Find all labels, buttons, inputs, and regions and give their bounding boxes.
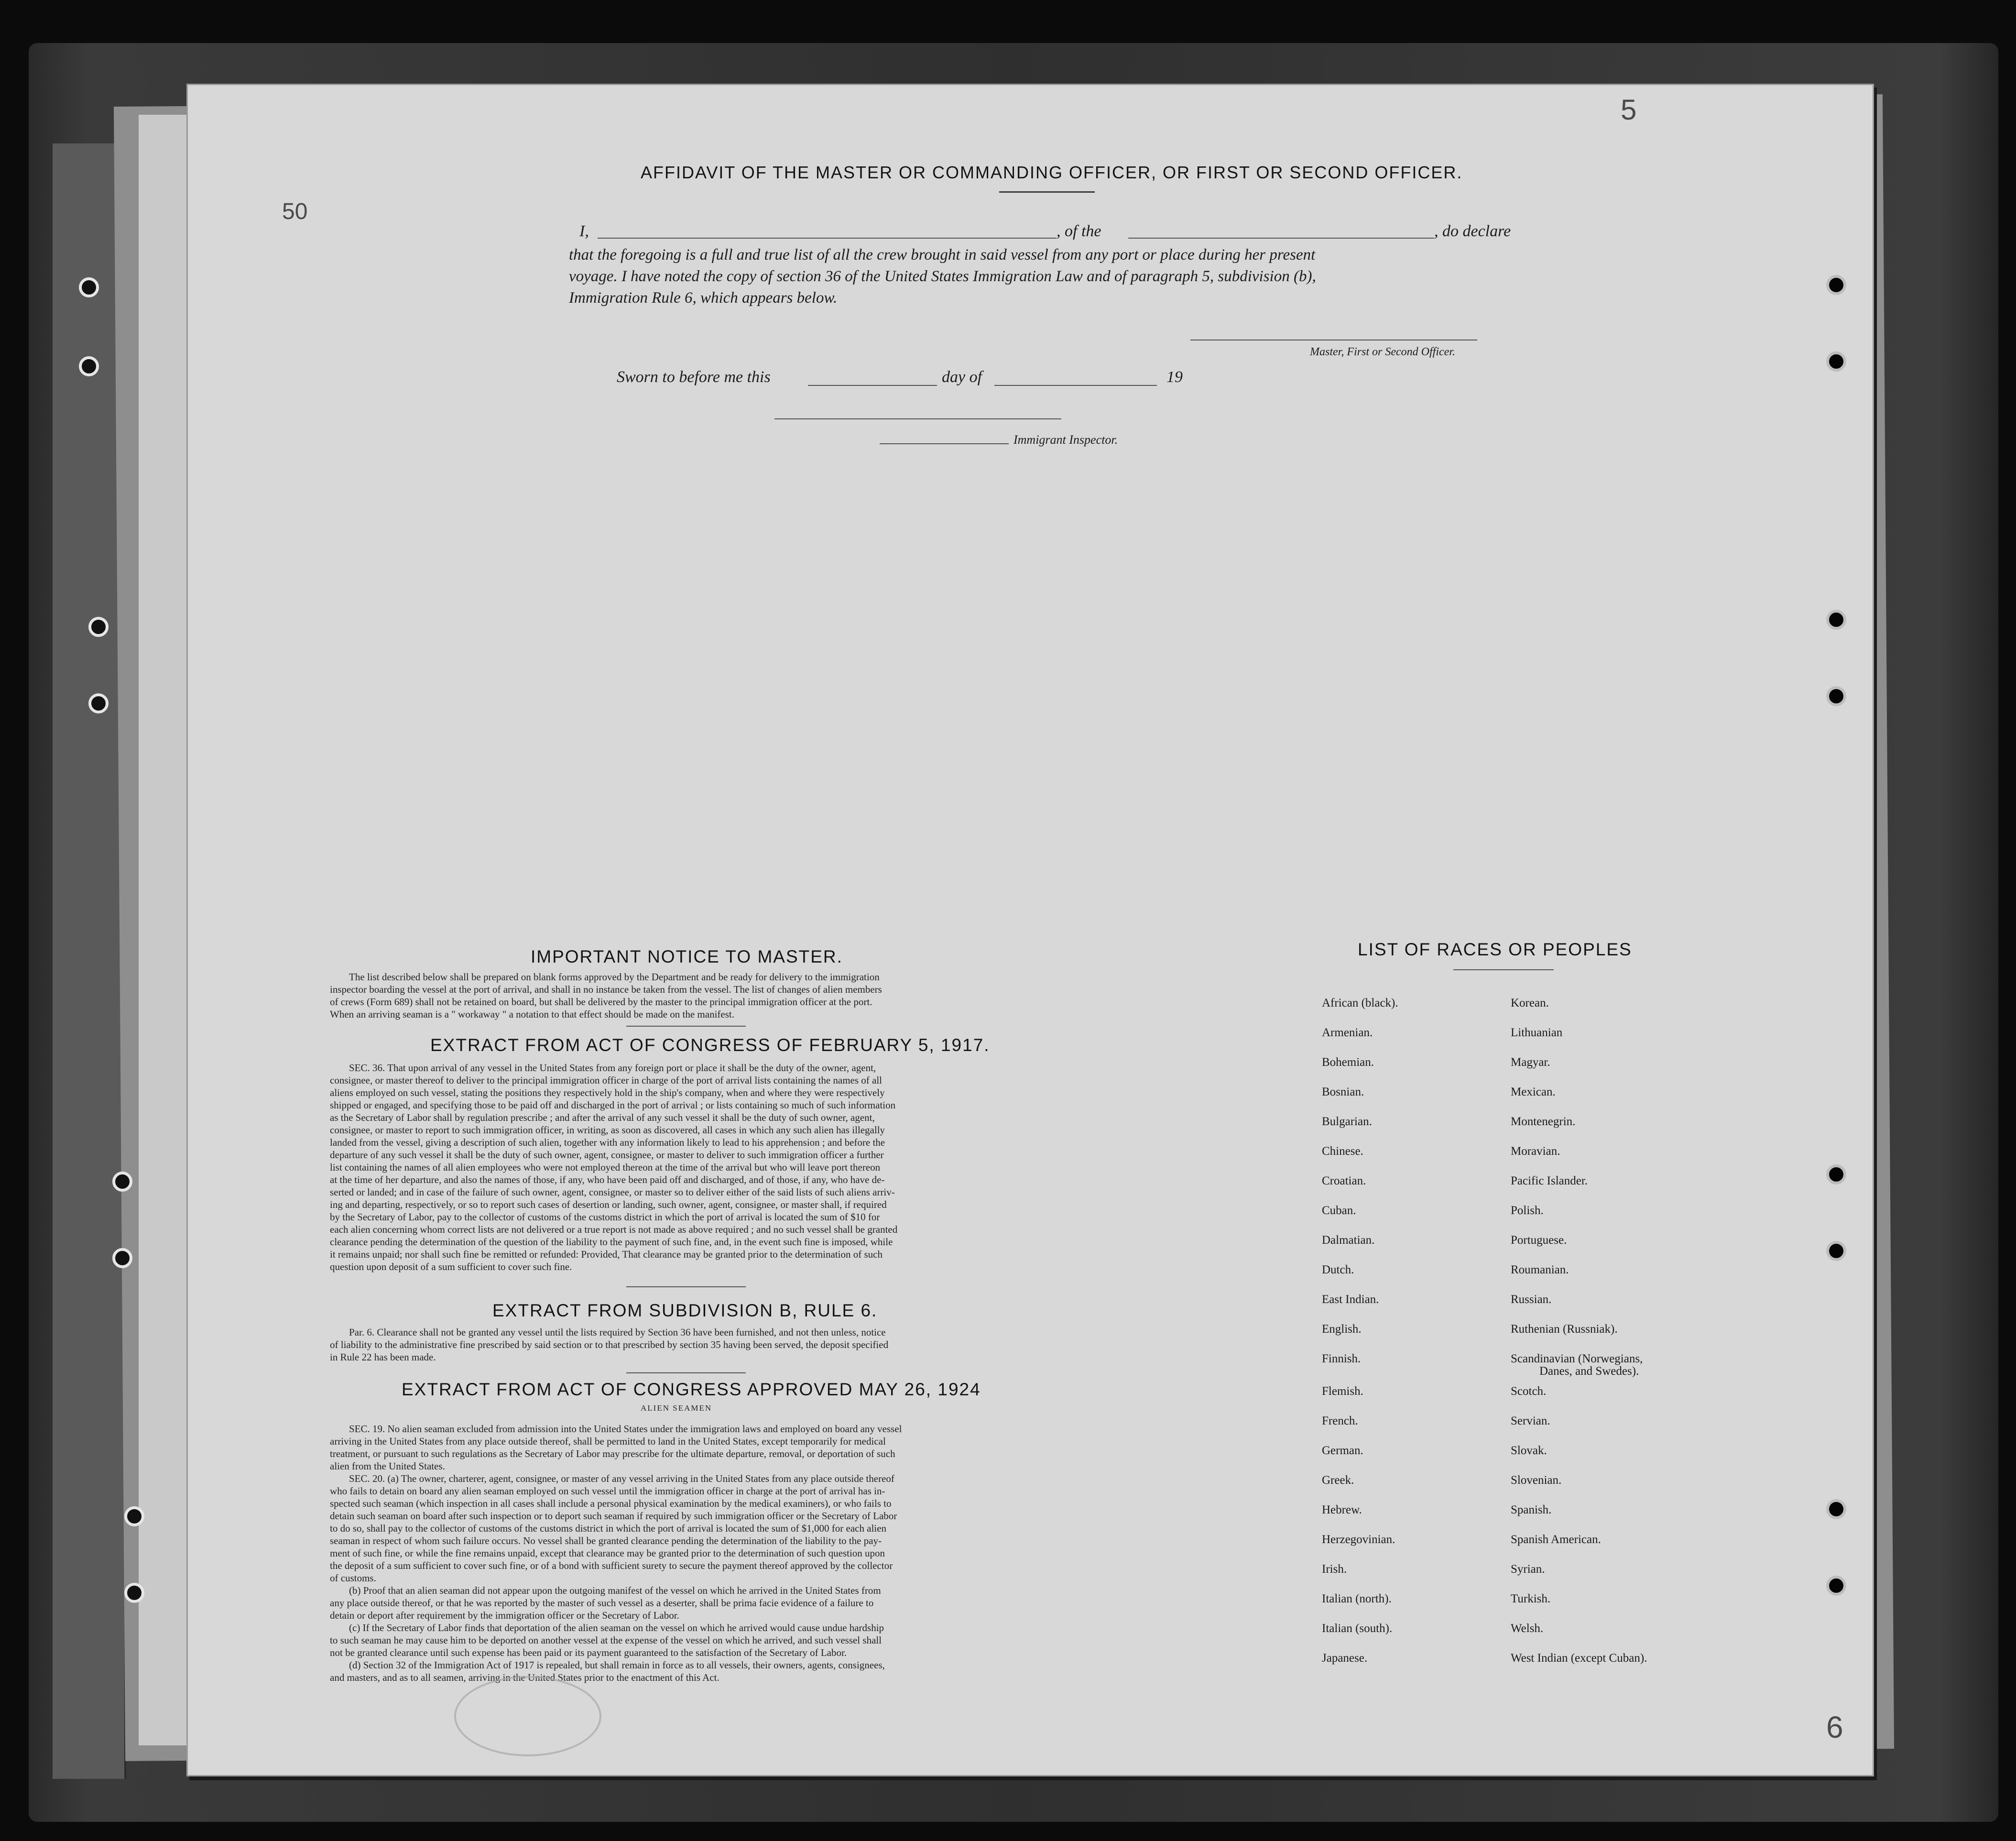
handwritten-number-top-left: 50 — [282, 199, 308, 224]
race-item: English. — [1322, 1323, 1362, 1336]
race-item: Bosnian. — [1322, 1085, 1364, 1098]
races-column-2 — [1511, 997, 1647, 1682]
binder-hole — [112, 1248, 132, 1268]
binder-hole — [124, 1583, 144, 1603]
race-item: Mexican. — [1511, 1085, 1556, 1098]
race-item: Welsh. — [1511, 1622, 1544, 1635]
race-item: Scotch. — [1511, 1385, 1547, 1398]
race-item: Montenegrin. — [1511, 1115, 1576, 1128]
race-item: Moravian. — [1511, 1145, 1560, 1158]
extract-1917-title: EXTRACT FROM ACT OF CONGRESS OF FEBRUARY 5, 1917. — [430, 1035, 990, 1055]
extract-1924-title: EXTRACT FROM ACT OF CONGRESS APPROVED MAY 26, 1924 — [402, 1380, 981, 1399]
day-blank — [808, 385, 937, 386]
race-item: German. — [1322, 1444, 1363, 1457]
extract-1924-subtitle: ALIEN SEAMEN — [641, 1403, 712, 1413]
punch-hole — [1826, 610, 1846, 630]
section-divider — [626, 1372, 746, 1373]
race-item: Turkish. — [1511, 1592, 1551, 1605]
inspector-signature-line-2 — [880, 443, 1009, 444]
race-item: Bulgarian. — [1322, 1115, 1372, 1128]
affidavit-do-declare: , do declare — [1434, 222, 1511, 240]
race-item: Slovak. — [1511, 1444, 1547, 1457]
binder-hole — [88, 693, 109, 713]
race-item-multiline — [1511, 1353, 1647, 1385]
race-item: Spanish American. — [1511, 1533, 1601, 1546]
race-item: Cuban. — [1322, 1204, 1356, 1217]
affidavit-body-line: voyage. I have noted the copy of section 36 of the United States Immigration Law and of paragraph 5, subdivision (b), — [569, 268, 1316, 285]
punch-hole — [1826, 275, 1846, 295]
punch-hole — [1826, 686, 1846, 706]
extract-1917-text: SEC. 36. That upon arrival of any vessel in the United States from any foreign port or place it shall be the duty of the owner, agent, consignee, or master thereof to deliver to the principal immigration officer in charge of the port of arrival lists containing the names of all aliens employed on such vessel, stating the positions they respectively hold in the ship's company, when and where they were respectively shipped or engaged, and specifying those to be paid off and discharged in the port of arrival ; or lists containing so much of such information as the Secretary of Labor shall by regulation prescribe ; and after the arrival of any such vessel it shall be the duty of such owner, agent, consignee, or master to report to such immigration officer, in writing, as soon as discovered, all cases in which any such alien has illegally landed from the vessel, giving a description of such alien, together with any information likely to lead to his apprehension ; and before the departure of any such vessel it shall be the duty of such owner, agent, consignee, or master to deliver to such immigration officer a further list containing the names of all alien employees who were not employed thereon at the time of the arrival but who will leave port thereon at the time of her departure, and also the names of those, if any, who have been paid off and discharged, and of those, if any, who have de- serted or landed; and in case of the failure of such owner, agent, consignee, or master so to deliver either of the said lists of such aliens arriv- ing and departing, respectively, or so to report such cases of desertion or landing, such owner, agent, consignee, or master shall, if required by the Secretary of Labor, pay to the collector of customs of the customs district in which the port of arrival is located the sum of $10 for each alien concerning whom correct lists are not delivered or a true report is not made as above required ; and no such vessel shall be granted clearance pending the determination of the question of the liability to the payment of such fine, and, in the event such fine is imposed, while it remains unpaid; nor shall such fine be remitted or refunded: Provided, That clearance may be granted prior to the determination of such question upon deposit of a sum sufficient to cover such fine. — [330, 1062, 898, 1272]
race-item: Greek. — [1322, 1474, 1354, 1487]
race-item-continuation: Danes, and Swedes). — [1539, 1365, 1639, 1378]
race-item: Portuguese. — [1511, 1234, 1567, 1247]
race-item: Finnish. — [1322, 1352, 1361, 1365]
race-item: Lithuanian — [1511, 1026, 1563, 1039]
binder-hole — [112, 1172, 132, 1192]
race-item: Spanish. — [1511, 1503, 1552, 1516]
races-title: LIST OF RACES OR PEOPLES — [1358, 940, 1632, 959]
handwritten-number-bottom-right: 6 — [1826, 1710, 1843, 1744]
master-label: Master, First or Second Officer. — [1310, 346, 1455, 358]
race-item: Slovenian. — [1511, 1474, 1562, 1487]
punch-hole — [1826, 351, 1846, 372]
punch-hole — [1826, 1499, 1846, 1519]
race-item: Irish. — [1322, 1563, 1347, 1576]
vessel-blank — [1128, 238, 1434, 239]
month-blank — [994, 385, 1157, 386]
race-item: Armenian. — [1322, 1026, 1373, 1039]
race-item: Italian (north). — [1322, 1592, 1392, 1605]
race-item: Syrian. — [1511, 1563, 1545, 1576]
handwritten-number-top-right: 5 — [1621, 94, 1637, 126]
race-item: Herzegovinian. — [1322, 1533, 1395, 1546]
affidavit-i: I, — [579, 222, 589, 240]
punch-hole — [1826, 1241, 1846, 1261]
race-item: Magyar. — [1511, 1056, 1550, 1069]
punch-hole — [1826, 1164, 1846, 1184]
subdivision-b-text: Par. 6. Clearance shall not be granted any vessel until the lists required by Section 36 have been furnished, and not then unless, notice of liability to the administrative fine prescribed by said section or to that prescribed by section 35 having been served, the deposit specified in Rule 22 has been made. — [330, 1326, 889, 1363]
binder-hole — [79, 356, 99, 376]
race-item: Roumanian. — [1511, 1263, 1569, 1276]
race-item: Bohemian. — [1322, 1056, 1374, 1069]
race-item: Japanese. — [1322, 1652, 1368, 1665]
race-item: Croatian. — [1322, 1174, 1366, 1187]
inspector-label: Immigrant Inspector. — [1013, 433, 1118, 447]
race-item: Dutch. — [1322, 1263, 1354, 1276]
affidavit-body-line: Immigration Rule 6, which appears below. — [569, 289, 838, 307]
race-item: Italian (south). — [1322, 1622, 1393, 1635]
binder-hole — [88, 617, 109, 637]
binder-hole — [79, 277, 99, 297]
sworn-prefix: Sworn to before me this — [617, 368, 771, 386]
punch-hole — [1826, 1576, 1846, 1596]
sworn-year: 19 — [1166, 368, 1183, 386]
race-item: Russian. — [1511, 1293, 1552, 1306]
race-item: Pacific Islander. — [1511, 1174, 1588, 1187]
race-item: Hebrew. — [1322, 1503, 1362, 1516]
race-item: French. — [1322, 1414, 1358, 1427]
races-title-divider — [1453, 969, 1554, 970]
sworn-day-of: day of — [942, 368, 982, 386]
race-item: Scandinavian (Norwegians, — [1511, 1352, 1643, 1365]
race-item: Ruthenian (Russniak). — [1511, 1323, 1618, 1336]
faded-stamp — [454, 1676, 601, 1756]
name-blank — [598, 238, 1057, 239]
races-column-1 — [1322, 997, 1398, 1682]
binder-hole — [124, 1506, 144, 1526]
race-item: Chinese. — [1322, 1145, 1363, 1158]
race-item: Servian. — [1511, 1414, 1550, 1427]
document-page — [186, 84, 1874, 1776]
race-item: East Indian. — [1322, 1293, 1379, 1306]
race-item: African (black). — [1322, 997, 1398, 1009]
affidavit-of-the: , of the — [1057, 222, 1101, 240]
affidavit-title: AFFIDAVIT OF THE MASTER OR COMMANDING OFFICER, OR FIRST OR SECOND OFFICER. — [641, 163, 1463, 182]
title-divider — [999, 191, 1095, 193]
extract-1924-text: SEC. 19. No alien seaman excluded from admission into the United States under the immigration laws and employed on board any vessel arriving in the United States from any place outside thereof, shall be permitted to land in the United States, except temporarily for medical treatment, or pursuant to such regulations as the Secretary of Labor may prescribe for the ultimate departure, removal, or deportation of such alien from the United States. SEC. 20. (a) The owner, charterer, agent, consignee, or master of any vessel arriving in the United States from any place outside thereof who fails to detain on board any alien seaman employed on such vessel until the immigration officer in charge at the port of arrival has in- spected such seaman (which inspection in all cases shall include a personal physical examination by the medical examiners), or who fails to detain such seaman on board after such inspection or to deport such seaman if required by such immigration officer or the Secretary of Labor to do so, shall pay to the collector of customs of the customs district in which the port of arrival is located the sum of $1,000 for each alien seaman in respect of whom such failure occurs. No vessel shall be granted clearance pending the determination of the liability to the pay- ment of such fine, or while the fine remains unpaid, except that clearance may be granted prior to the determination of such question upon the deposit of a sum sufficient to cover such fine, or of a bond with sufficient surety to secure the payment thereof approved by the collector of customs. (b) Proof that an alien seaman did not appear upon the outgoing manifest of the vessel on which he arrived in the United States from any place outside thereof, or that he was reported by the master of such vessel as a deserter, shall be prima facie evidence of a failure to detain or deport after requirement by the immigration officer or the Secretary of Labor. (c) If the Secretary of Labor finds that deportation of the alien seaman on the vessel on which he arrived would cause undue hardship to such seaman he may cause him to be deported on another vessel at the expense of the vessel on which he arrived, and such vessel shall not be granted clearance until such expense has been paid or its payment guaranteed to the satisfaction of the Secretary of Labor. (d) Section 32 of the Immigration Act of 1917 is repealed, but shall remain in force as to all vessels, their owners, agents, consignees, and masters, and as to all seamen, arriving in the United States prior to the enactment of this Act. — [330, 1423, 902, 1683]
race-item: Polish. — [1511, 1204, 1544, 1217]
notice-title: IMPORTANT NOTICE TO MASTER. — [531, 947, 843, 966]
race-item: Dalmatian. — [1322, 1234, 1375, 1247]
section-divider — [626, 1026, 746, 1027]
notice-text: The list described below shall be prepared on blank forms approved by the Department and be ready for delivery to the immigration inspector boarding the vessel at the port of arrival, and shall in no instance be taken from the vessel. The list of changes of alien members of crews (Form 689) shall not be retained on board, but shall be delivered by the master to the principal immigration officer at the port. When an arriving seaman is a " workaway " a notation to that effect should be made on the manifest. — [330, 971, 882, 1020]
affidavit-body-line: that the foregoing is a full and true list of all the crew brought in said vessel from any port or place during her present — [569, 246, 1316, 263]
inspector-signature-line-1 — [774, 418, 1061, 419]
binder-strip — [53, 143, 126, 1779]
race-item: West Indian (except Cuban). — [1511, 1652, 1647, 1665]
section-divider — [626, 1286, 746, 1287]
subdivision-b-title: EXTRACT FROM SUBDIVISION B, RULE 6. — [492, 1301, 878, 1320]
race-item: Flemish. — [1322, 1385, 1363, 1398]
race-item: Korean. — [1511, 997, 1549, 1009]
